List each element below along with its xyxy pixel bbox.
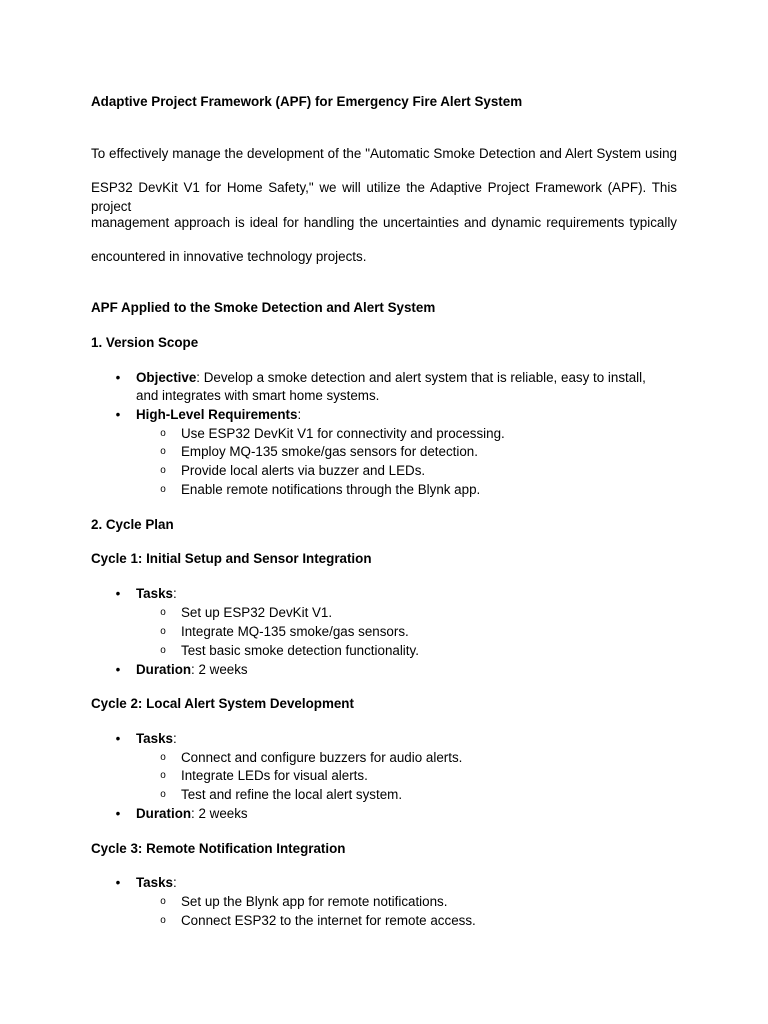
sub-bullet-icon: o — [160, 915, 166, 926]
tasks-item: Tasks: — [136, 731, 177, 746]
tasks-label: Tasks — [136, 875, 173, 890]
cycle-heading: Cycle 1: Initial Setup and Sensor Integration — [91, 551, 372, 566]
requirement-item: Provide local alerts via buzzer and LEDs. — [181, 463, 426, 478]
sub-bullet-icon: o — [160, 465, 166, 476]
task-item: Test basic smoke detection functionality. — [181, 643, 419, 658]
duration-value: : 2 weeks — [191, 806, 248, 821]
bullet-icon: • — [115, 662, 121, 677]
tasks-item: Tasks: — [136, 875, 177, 890]
cycle-heading: Cycle 3: Remote Notification Integration — [91, 841, 346, 856]
tasks-item: Tasks: — [136, 586, 177, 601]
task-item: Connect and configure buzzers for audio alerts. — [181, 750, 463, 765]
bullet-icon: • — [115, 806, 121, 821]
intro-line-1: To effectively manage the development of the "Automatic Smoke Detection and Alert System using — [91, 146, 677, 161]
requirement-item: Use ESP32 DevKit V1 for connectivity and processing. — [181, 426, 505, 441]
sub-bullet-icon: o — [160, 446, 166, 457]
sub-bullet-icon: o — [160, 770, 166, 781]
section-heading-version-scope: 1. Version Scope — [91, 335, 199, 350]
task-item: Test and refine the local alert system. — [181, 787, 403, 802]
sub-bullet-icon: o — [160, 752, 166, 763]
document-title: Adaptive Project Framework (APF) for Emergency Fire Alert System — [91, 94, 523, 109]
task-item: Integrate MQ-135 smoke/gas sensors. — [181, 624, 409, 639]
intro-line-4: encountered in innovative technology projects. — [91, 249, 367, 264]
duration-value: : 2 weeks — [191, 662, 248, 677]
intro-line-2: ESP32 DevKit V1 for Home Safety," we will utilize the Adaptive Project Framework (APF). This project — [91, 180, 677, 214]
intro-line-3: management approach is ideal for handling the uncertainties and dynamic requirements typically — [91, 215, 677, 230]
requirement-item: Employ MQ-135 smoke/gas sensors for detection. — [181, 444, 478, 459]
task-item: Connect ESP32 to the internet for remote access. — [181, 913, 476, 928]
bullet-icon: • — [115, 586, 121, 601]
sub-bullet-icon: o — [160, 626, 166, 637]
sub-bullet-icon: o — [160, 428, 166, 439]
duration-item — [136, 804, 248, 823]
section-heading-cycle-plan: 2. Cycle Plan — [91, 517, 174, 532]
task-item: Integrate LEDs for visual alerts. — [181, 768, 368, 783]
task-item: Set up ESP32 DevKit V1. — [181, 605, 333, 620]
objective-text-continued: and integrates with smart home systems. — [136, 388, 380, 403]
bullet-icon: • — [115, 370, 121, 385]
duration-label: Duration — [136, 662, 192, 677]
tasks-label: Tasks — [136, 731, 173, 746]
sub-bullet-icon: o — [160, 789, 166, 800]
sub-bullet-icon: o — [160, 484, 166, 495]
objective-label: Objective — [136, 370, 197, 385]
sub-bullet-icon: o — [160, 645, 166, 656]
task-item: Set up the Blynk app for remote notifications. — [181, 894, 448, 909]
bullet-icon: • — [115, 731, 121, 746]
section-heading-apf: APF Applied to the Smoke Detection and Alert System — [91, 300, 436, 315]
requirements-item: High-Level Requirements: — [136, 407, 302, 422]
objective-item — [136, 368, 646, 387]
objective-text: : Develop a smoke detection and alert system that is reliable, easy to install, — [196, 370, 646, 385]
bullet-icon: • — [115, 875, 121, 890]
duration-item — [136, 660, 248, 679]
bullet-icon: • — [115, 407, 121, 422]
requirement-item: Enable remote notifications through the Blynk app. — [181, 482, 481, 497]
requirements-label: High-Level Requirements — [136, 407, 298, 422]
sub-bullet-icon: o — [160, 607, 166, 618]
tasks-label: Tasks — [136, 586, 173, 601]
sub-bullet-icon: o — [160, 896, 166, 907]
cycle-heading: Cycle 2: Local Alert System Development — [91, 696, 354, 711]
duration-label: Duration — [136, 806, 192, 821]
